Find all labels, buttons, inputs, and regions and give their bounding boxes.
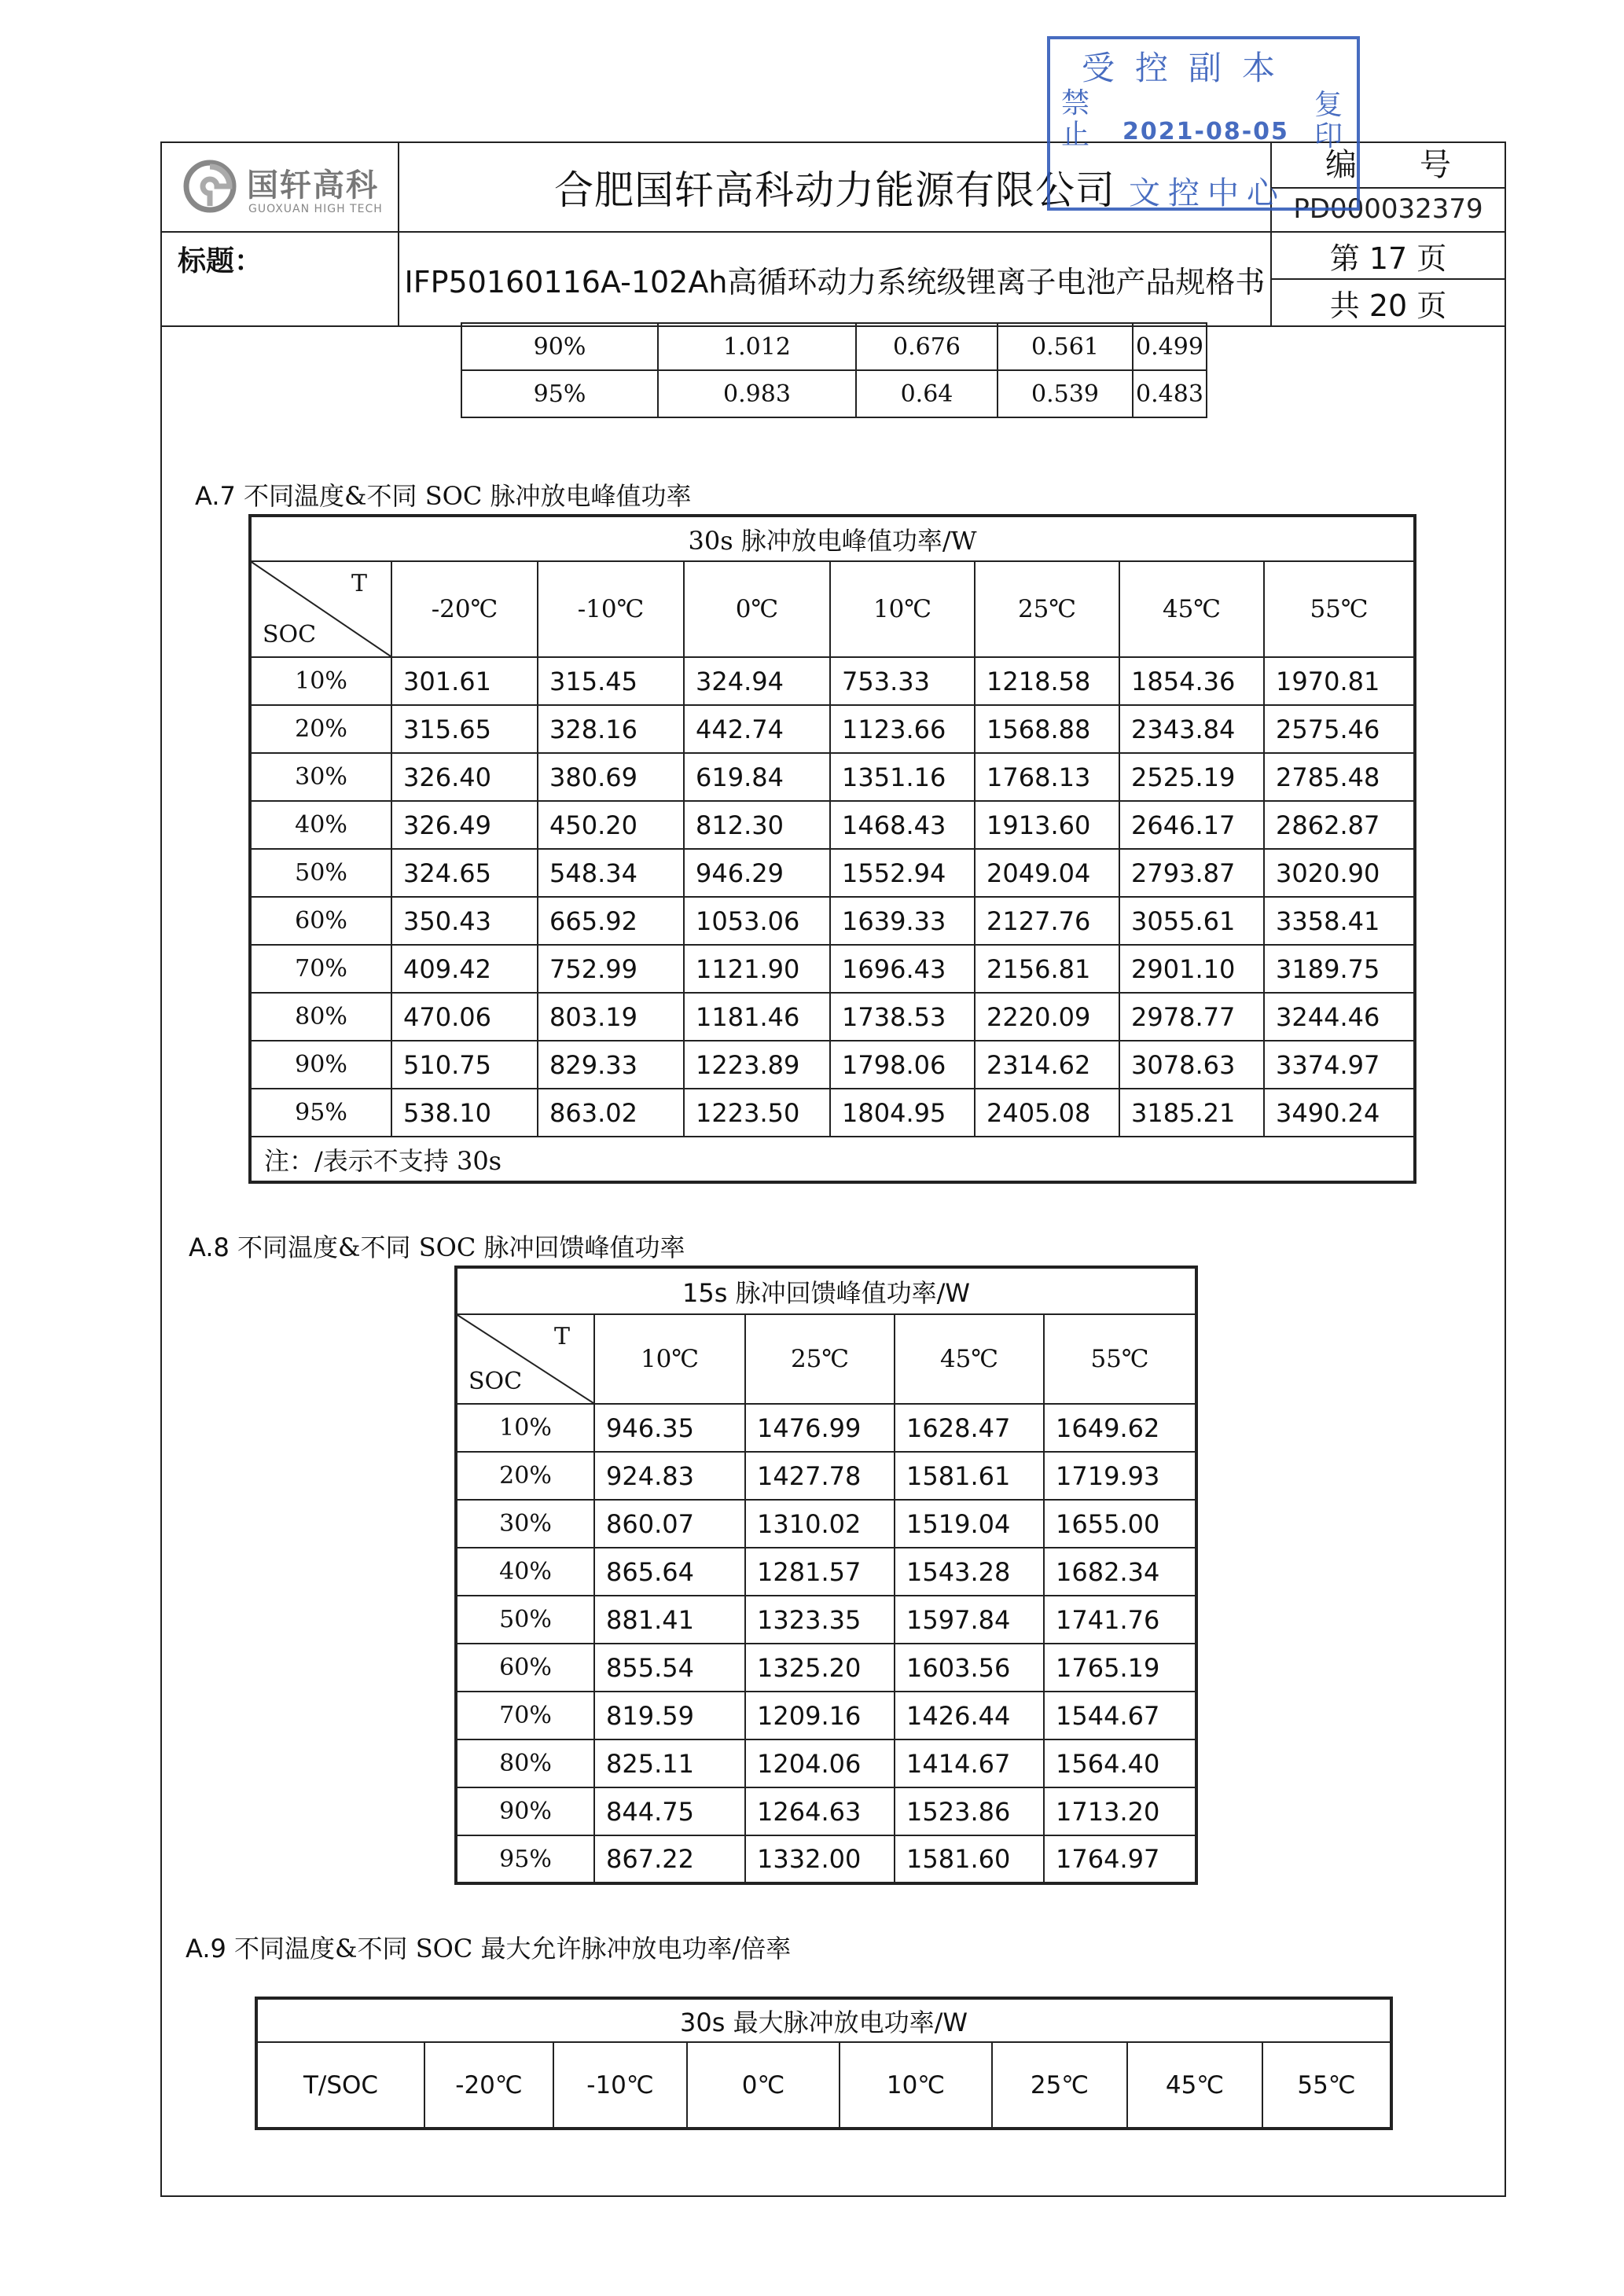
value-cell: 1123.66 [830,705,975,753]
column-header: 55℃ [1044,1314,1196,1404]
table-row [456,1548,1196,1596]
table-row [456,1500,1196,1548]
value-cell: 1764.97 [1044,1835,1196,1883]
value-cell: 1628.47 [895,1404,1044,1452]
column-header: 0℃ [684,561,830,657]
logo-text-en: GUOXUAN HIGH TECH [248,203,383,215]
value-cell: 1264.63 [745,1787,895,1835]
value-cell: 1655.00 [1044,1500,1196,1548]
table-row [250,1089,1415,1137]
table-row [250,897,1415,945]
value-cell: 380.69 [538,753,684,801]
value-cell: 1713.20 [1044,1787,1196,1835]
value-cell: 1209.16 [745,1692,895,1739]
value-cell: 2793.87 [1119,849,1264,897]
value-cell: 1476.99 [745,1404,895,1452]
value-cell: 0.499 [1133,323,1207,370]
stamp-date: 2021-08-05 [1122,118,1289,145]
column-header: 10℃ [594,1314,745,1404]
value-cell: 1427.78 [745,1452,895,1500]
table-row [456,1692,1196,1739]
value-cell: 1.012 [658,323,856,370]
value-cell: 1564.40 [1044,1739,1196,1787]
soc-cell: 60% [456,1644,594,1692]
value-cell: 3244.46 [1264,993,1415,1041]
value-cell: 844.75 [594,1787,745,1835]
soc-cell: 10% [250,657,391,705]
value-cell: 2785.48 [1264,753,1415,801]
soc-cell: 60% [250,897,391,945]
value-cell: 2978.77 [1119,993,1264,1041]
soc-cell: 10% [456,1404,594,1452]
value-cell: 1218.58 [975,657,1119,705]
column-header: T/SOC [256,2042,424,2129]
value-cell: 3020.90 [1264,849,1415,897]
company-logo-icon [182,159,237,214]
table-row [250,801,1415,849]
value-cell: 315.65 [391,705,538,753]
value-cell: 2525.19 [1119,753,1264,801]
title-label: 标题： [161,232,399,326]
section-a8-title: 不同温度&不同 SOC 脉冲回馈峰值功率 [237,1232,685,1262]
column-header: 25℃ [745,1314,895,1404]
soc-cell: 95% [250,1089,391,1137]
value-cell: 0.561 [998,323,1133,370]
value-cell: 442.74 [684,705,830,753]
value-cell: 1682.34 [1044,1548,1196,1596]
value-cell: 3055.61 [1119,897,1264,945]
value-cell: 863.02 [538,1089,684,1137]
section-a7-heading [195,476,692,512]
value-cell: 0.676 [856,323,998,370]
column-header: -10℃ [538,561,684,657]
table-row [456,1739,1196,1787]
a7-table-body [250,516,1415,1182]
value-cell: 324.65 [391,849,538,897]
value-cell: 860.07 [594,1500,745,1548]
value-cell: 1741.76 [1044,1596,1196,1644]
value-cell: 1913.60 [975,801,1119,849]
value-cell: 753.33 [830,657,975,705]
value-cell: 946.35 [594,1404,745,1452]
value-cell: 924.83 [594,1452,745,1500]
section-a8-number: A.8 [189,1232,230,1262]
value-cell: 819.59 [594,1692,745,1739]
value-cell: 1768.13 [975,753,1119,801]
column-header: 25℃ [975,561,1119,657]
value-cell: 1223.89 [684,1041,830,1089]
value-cell: 1426.44 [895,1692,1044,1739]
value-cell: 1053.06 [684,897,830,945]
logo-cell [161,142,399,232]
soc-cell: 95% [461,370,658,417]
section-a9-number: A.9 [186,1934,226,1964]
a9-table-body [256,1998,1391,2129]
soc-cell: 50% [250,849,391,897]
value-cell: 1738.53 [830,993,975,1041]
soc-cell: 70% [456,1692,594,1739]
value-cell: 803.19 [538,993,684,1041]
table-row [250,945,1415,993]
table-row [456,1404,1196,1452]
value-cell: 2575.46 [1264,705,1415,753]
table-row [456,1452,1196,1500]
column-header: 55℃ [1264,561,1415,657]
page-current: 第 17 页 [1271,232,1505,279]
a7-corner-cell [250,561,391,657]
value-cell: 301.61 [391,657,538,705]
soc-cell: 40% [250,801,391,849]
value-cell: 1351.16 [830,753,975,801]
value-cell: 825.11 [594,1739,745,1787]
a7-corner-t: T [351,570,367,597]
value-cell: 1719.93 [1044,1452,1196,1500]
section-a8-heading [189,1228,685,1264]
value-cell: 2901.10 [1119,945,1264,993]
value-cell: 1323.35 [745,1596,895,1644]
column-header: -10℃ [553,2042,687,2129]
value-cell: 1325.20 [745,1644,895,1692]
value-cell: 538.10 [391,1089,538,1137]
value-cell: 1603.56 [895,1644,1044,1692]
value-cell: 1597.84 [895,1596,1044,1644]
a7-corner-soc: SOC [263,621,317,648]
section-a7-title: 不同温度&不同 SOC 脉冲放电峰值功率 [244,481,692,511]
soc-cell: 80% [250,993,391,1041]
value-cell: 350.43 [391,897,538,945]
value-cell: 752.99 [538,945,684,993]
column-header: -20℃ [391,561,538,657]
value-cell: 1552.94 [830,849,975,897]
value-cell: 1204.06 [745,1739,895,1787]
value-cell: 1696.43 [830,945,975,993]
column-header: -20℃ [424,2042,553,2129]
value-cell: 865.64 [594,1548,745,1596]
value-cell: 1581.60 [895,1835,1044,1883]
column-header: 55℃ [1262,2042,1391,2129]
value-cell: 1544.67 [1044,1692,1196,1739]
soc-cell: 40% [456,1548,594,1596]
continuation-table [461,322,1207,418]
value-cell: 3078.63 [1119,1041,1264,1089]
a8-corner-soc: SOC [468,1368,523,1395]
controlled-copy-stamp [1047,36,1360,211]
value-cell: 1468.43 [830,801,975,849]
value-cell: 324.94 [684,657,830,705]
value-cell: 1854.36 [1119,657,1264,705]
column-header: 10℃ [830,561,975,657]
code-value: PD000032379 [1293,193,1483,225]
section-a7-number: A.7 [195,481,236,511]
value-cell: 1310.02 [745,1500,895,1548]
value-cell: 3189.75 [1264,945,1415,993]
column-header: 0℃ [687,2042,840,2129]
value-cell: 2862.87 [1264,801,1415,849]
soc-cell: 30% [456,1500,594,1548]
value-cell: 0.539 [998,370,1133,417]
value-cell: 2127.76 [975,897,1119,945]
value-cell: 2405.08 [975,1089,1119,1137]
value-cell: 1765.19 [1044,1644,1196,1692]
table-row [250,993,1415,1041]
a7-header-row [250,561,1415,657]
soc-cell: 70% [250,945,391,993]
value-cell: 3185.21 [1119,1089,1264,1137]
a8-table [454,1266,1198,1885]
value-cell: 2220.09 [975,993,1119,1041]
continuation-table-body [461,323,1207,417]
value-cell: 450.20 [538,801,684,849]
value-cell: 665.92 [538,897,684,945]
value-cell: 829.33 [538,1041,684,1089]
value-cell: 1798.06 [830,1041,975,1089]
value-cell: 1568.88 [975,705,1119,753]
section-a9-heading [186,1929,791,1965]
value-cell: 409.42 [391,945,538,993]
soc-cell: 50% [456,1596,594,1644]
value-cell: 946.29 [684,849,830,897]
company-name: 合肥国轩高科动力能源有限公司 [399,142,1271,232]
column-header: 45℃ [1119,561,1264,657]
soc-cell: 90% [461,323,658,370]
table-row [250,705,1415,753]
value-cell: 3358.41 [1264,897,1415,945]
value-cell: 855.54 [594,1644,745,1692]
soc-cell: 95% [456,1835,594,1883]
value-cell: 2156.81 [975,945,1119,993]
value-cell: 1181.46 [684,993,830,1041]
value-cell: 1581.61 [895,1452,1044,1500]
stamp-title: 受控副本 [1082,49,1296,87]
soc-cell: 20% [456,1452,594,1500]
stamp-right-chars: 复印 [1314,89,1343,152]
table-row [456,1835,1196,1883]
value-cell: 1804.95 [830,1089,975,1137]
value-cell: 619.84 [684,753,830,801]
table-row [456,1644,1196,1692]
logo-text-cn: 国轩高科 [247,167,379,204]
table-row [250,1041,1415,1089]
value-cell: 867.22 [594,1835,745,1883]
a8-header-row [456,1314,1196,1404]
value-cell: 1414.67 [895,1739,1044,1787]
value-cell: 1121.90 [684,945,830,993]
value-cell: 0.983 [658,370,856,417]
code-label: 编 号 [1272,143,1505,189]
column-header: 25℃ [992,2042,1127,2129]
value-cell: 1523.86 [895,1787,1044,1835]
soc-cell: 30% [250,753,391,801]
value-cell: 1970.81 [1264,657,1415,705]
value-cell: 1223.50 [684,1089,830,1137]
soc-cell: 90% [250,1041,391,1089]
a8-corner-t: T [553,1323,570,1350]
value-cell: 326.49 [391,801,538,849]
value-cell: 1332.00 [745,1835,895,1883]
soc-cell: 80% [456,1739,594,1787]
table-row [456,1787,1196,1835]
soc-cell: 90% [456,1787,594,1835]
value-cell: 470.06 [391,993,538,1041]
column-header: 10℃ [840,2042,992,2129]
a9-header-row [256,2042,1391,2129]
a8-corner-cell [456,1314,594,1404]
value-cell: 3374.97 [1264,1041,1415,1089]
value-cell: 1281.57 [745,1548,895,1596]
value-cell: 326.40 [391,753,538,801]
table-row [461,370,1207,417]
value-cell: 2049.04 [975,849,1119,897]
value-cell: 881.41 [594,1596,745,1644]
a9-caption: 30s 最大脉冲放电功率/W [256,1998,1391,2042]
value-cell: 328.16 [538,705,684,753]
value-cell: 548.34 [538,849,684,897]
value-cell: 1649.62 [1044,1404,1196,1452]
table-row [250,657,1415,705]
table-row [250,849,1415,897]
value-cell: 3490.24 [1264,1089,1415,1137]
a7-note: 注：/表示不支持 30s [250,1137,1415,1182]
value-cell: 2646.17 [1119,801,1264,849]
a7-table [248,514,1416,1184]
a8-table-body [456,1267,1196,1883]
column-header: 45℃ [1127,2042,1262,2129]
document-title: IFP50160116A-102Ah高循环动力系统级锂离子电池产品规格书 [399,232,1271,326]
a8-caption: 15s 脉冲回馈峰值功率/W [456,1267,1196,1314]
stamp-bottom: 文控中心 [1129,175,1286,211]
page-total: 共 20 页 [1271,279,1505,326]
a7-caption: 30s 脉冲放电峰值功率/W [250,516,1415,561]
stamp-left-chars: 禁止 [1061,87,1090,151]
value-cell: 812.30 [684,801,830,849]
soc-cell: 20% [250,705,391,753]
table-row [461,323,1207,370]
section-a9-title: 不同温度&不同 SOC 最大允许脉冲放电功率/倍率 [234,1934,792,1964]
value-cell: 2343.84 [1119,705,1264,753]
table-row [456,1596,1196,1644]
value-cell: 315.45 [538,657,684,705]
a9-table [255,1997,1393,2130]
value-cell: 1543.28 [895,1548,1044,1596]
value-cell: 0.483 [1133,370,1207,417]
column-header: 45℃ [895,1314,1044,1404]
value-cell: 2314.62 [975,1041,1119,1089]
table-row [250,753,1415,801]
value-cell: 510.75 [391,1041,538,1089]
value-cell: 1519.04 [895,1500,1044,1548]
note-row [250,1137,1415,1182]
value-cell: 1639.33 [830,897,975,945]
value-cell: 0.64 [856,370,998,417]
